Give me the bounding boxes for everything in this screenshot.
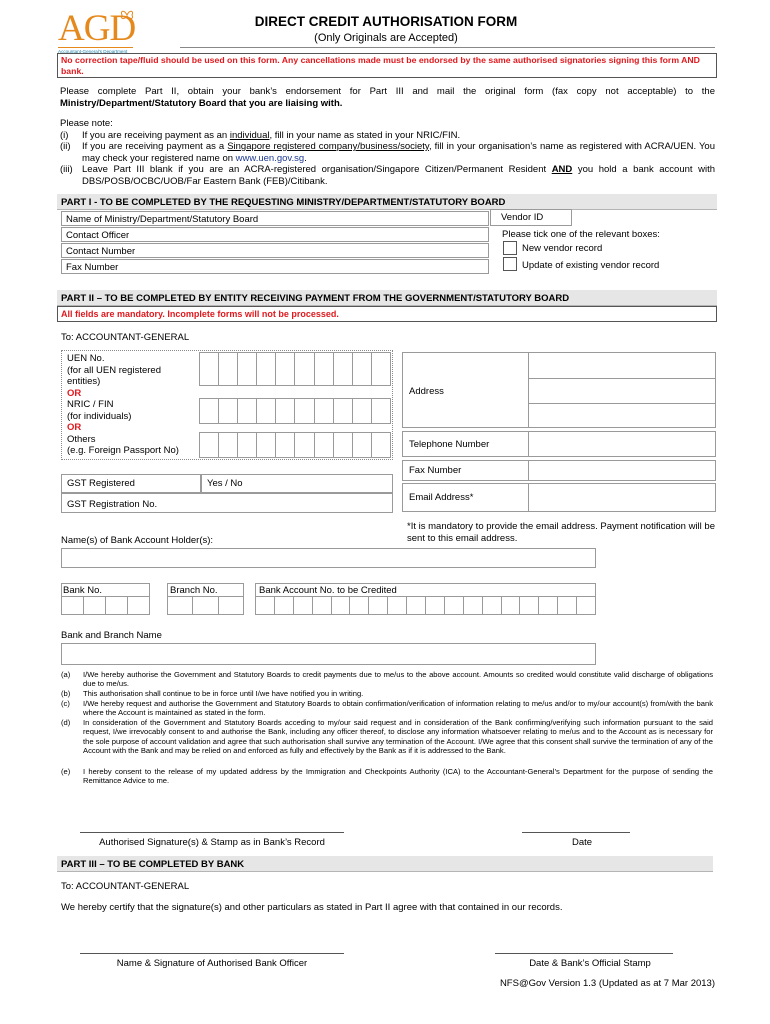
- logo-subtitle: Accountant-General's Department: [58, 49, 128, 54]
- bank-no-label: Bank No.: [63, 585, 106, 596]
- intro-pre: Please complete Part II, obtain your bank’s endorsement for Part III and mail the original form (fax copy not acceptable) to the: [60, 86, 715, 97]
- contact-number-label: Contact Number: [66, 246, 136, 257]
- or-label-1: OR: [67, 387, 82, 399]
- bank-stamp-label: Date & Bank’s Official Stamp: [529, 958, 651, 969]
- vendor-id-label: Vendor ID: [501, 212, 544, 223]
- mandatory-text: All fields are mandatory. Incomplete forms will not be processed.: [61, 309, 339, 319]
- note-i-underline: individual: [229, 130, 270, 141]
- title-rule: [180, 47, 715, 48]
- gst-reg-no-label: GST Registration No.: [67, 499, 158, 510]
- gst-yes-no-label: Yes / No: [207, 478, 243, 489]
- email-field[interactable]: [402, 483, 716, 512]
- note-ii-text: If you are receiving payment as a: [82, 141, 228, 152]
- note-i-text: If you are receiving payment as an: [82, 130, 230, 141]
- bank-stamp-line[interactable]: [495, 953, 673, 954]
- declaration-d-key: (d): [61, 718, 71, 727]
- gst-reg-no-field[interactable]: [61, 493, 393, 513]
- others-label-l1: Others: [67, 433, 96, 445]
- contact-officer-field[interactable]: [61, 227, 489, 242]
- email-note: *It is mandatory to provide the email address. Payment notification will be sent to this email address.: [407, 521, 715, 544]
- declaration-e: [61, 767, 716, 787]
- note-ii-end: .: [304, 152, 307, 164]
- update-vendor-label: Update of existing vendor record: [522, 260, 660, 271]
- uen-label: [67, 353, 179, 457]
- warning-text: No correction tape/fluid should be used on this form. Any cancellations made must be endorsed by the same authorised signatories signing this form AND bank.: [61, 55, 700, 76]
- declaration-c-key: (c): [61, 699, 70, 708]
- footer-version: NFS@Gov Version 1.3 (Updated as at 7 Mar 2013): [499, 978, 715, 989]
- logo-text: AGD: [58, 8, 136, 49]
- declaration-e-key: (e): [61, 767, 71, 776]
- part2-header-text: PART II – TO BE COMPLETED BY ENTITY RECEIVING PAYMENT FROM THE GOVERNMENT/STATUTORY BOARD: [61, 293, 570, 304]
- note-i-label: (i): [60, 130, 69, 141]
- declaration-c-text: I/We hereby request and authorise the Government and Statutory Boards to obtain confirmation/verification of information relating to me/us and/or to my/our account(s) from/with the bank where the Account is maintained as stated in the form.: [83, 699, 713, 718]
- uen-label-l3: entities): [67, 376, 101, 387]
- account-no-cells[interactable]: [255, 583, 596, 615]
- part2-header: [57, 290, 717, 306]
- declaration-b-key: (b): [61, 689, 71, 698]
- bank-branch-name-input[interactable]: [61, 643, 596, 665]
- holders-input[interactable]: [61, 548, 596, 568]
- declaration-c: [61, 699, 716, 719]
- fax-number-label: Fax Number: [66, 262, 119, 273]
- intro-bold: Ministry/Department/Statutory Board that you are liaising with.: [60, 98, 343, 109]
- agd-logo: [58, 10, 178, 54]
- part3-certify: We hereby certify that the signature(s) and other particulars as stated in Part II agree with that contained in our records.: [61, 902, 563, 913]
- others-number-cells[interactable]: [199, 432, 391, 458]
- declaration-a: [61, 670, 716, 690]
- note-ii-underline: Singapore registered company/business/society: [227, 141, 429, 152]
- uen-label-l1: UEN No.: [67, 353, 105, 364]
- new-vendor-label: New vendor record: [522, 243, 603, 254]
- declaration-a-text: I/We hereby authorise the Government and Statutory Boards to credit payments due to me/us to the above account. Amounts so credited would constitute valid discharge of obligations due to me/us.: [83, 670, 713, 689]
- date-label: Date: [571, 837, 593, 848]
- telephone-field[interactable]: [402, 431, 716, 457]
- declaration-d-text: In consideration of the Government and Statutory Boards acceding to my/our said request and in consideration of the Bank confirming/verifying such information pursuant to the said request, I/we irrevocably consent to and authorise the Bank, including any officer thereof, to disclose any information whatsoever relating to me/us and to the Account as is necessary for the sole purpose of account validation and agree that such authorisation shall survive any termination of the Account. I/We agree that this consent shall survive the termination of any of the Account with the Bank and may be relied on and enforced as fully and effectively by the Bank as if it is addressed to the Bank.: [83, 718, 713, 756]
- part3-to: To: ACCOUNTANT-GENERAL: [61, 881, 190, 892]
- part3-header: [57, 856, 713, 872]
- ministry-name-label: Name of Ministry/Department/Statutory Board: [66, 214, 259, 225]
- signature-label: Authorised Signature(s) & Stamp as in Bank’s Record: [99, 837, 325, 848]
- fax-number-field[interactable]: [61, 259, 489, 274]
- address-field[interactable]: [402, 352, 716, 428]
- date-line[interactable]: [522, 832, 630, 833]
- notes-heading: Please note:: [60, 118, 113, 129]
- fax-field[interactable]: [402, 460, 716, 481]
- contact-number-field[interactable]: [61, 243, 489, 258]
- butterfly-icon: [120, 8, 134, 22]
- gst-registered-field[interactable]: [61, 474, 201, 493]
- or-label-2: OR: [67, 422, 82, 433]
- nric-label-l1: NRIC / FIN: [67, 399, 114, 410]
- note-iii-bold: AND: [551, 164, 573, 175]
- bank-branch-name-label: Bank and Branch Name: [61, 630, 162, 641]
- gst-yes-no-field[interactable]: [201, 474, 393, 493]
- telephone-label: Telephone Number: [409, 439, 490, 450]
- part2-to: To: ACCOUNTANT-GENERAL: [61, 332, 190, 343]
- ministry-name-field[interactable]: [61, 211, 489, 226]
- bank-officer-line[interactable]: [80, 953, 344, 954]
- form-subtitle: (Only Originals are Accepted): [314, 32, 458, 44]
- others-label-l2: (e.g. Foreign Passport No): [67, 445, 179, 456]
- account-no-label: Bank Account No. to be Credited: [259, 585, 401, 596]
- declaration-a-key: (a): [61, 670, 71, 679]
- uen-number-cells[interactable]: [199, 352, 391, 386]
- form-title: DIRECT CREDIT AUTHORISATION FORM: [254, 14, 518, 29]
- email-label: Email Address*: [409, 492, 474, 503]
- holders-label: Name(s) of Bank Account Holder(s):: [61, 535, 214, 546]
- contact-officer-label: Contact Officer: [66, 230, 130, 241]
- part1-header-text: PART I - TO BE COMPLETED BY THE REQUESTING MINISTRY/DEPARTMENT/STATUTORY BOARD: [61, 197, 506, 208]
- signature-line[interactable]: [80, 832, 344, 833]
- note-iii-label: (iii): [60, 164, 73, 175]
- nric-label-l2: (for individuals): [67, 410, 132, 422]
- vendor-id-field[interactable]: [490, 209, 572, 226]
- address-label: Address: [409, 386, 444, 397]
- warning-box: [57, 53, 717, 78]
- branch-no-label: Branch No.: [170, 585, 222, 596]
- uen-label-l2: (for all UEN registered: [67, 364, 161, 376]
- intro-text: [60, 86, 715, 110]
- fax-label: Fax Number: [409, 465, 462, 476]
- note-iii-post: you hold a bank account with DBS/POSB/OCBC/UOB/Far Eastern Bank (FEB)/Citibank.: [82, 164, 715, 187]
- note-i-post: , fill in your name as stated in your NRIC/FIN.: [269, 130, 461, 141]
- bank-no-cells[interactable]: [61, 583, 150, 615]
- gst-registered-label: GST Registered: [67, 478, 135, 489]
- bank-officer-label: Name & Signature of Authorised Bank Officer: [116, 958, 308, 969]
- part1-header: [57, 194, 717, 210]
- part3-header-text: PART III – TO BE COMPLETED BY BANK: [61, 859, 245, 870]
- new-vendor-checkbox[interactable]: [503, 241, 517, 255]
- declaration-d: [61, 718, 716, 768]
- tick-prompt: Please tick one of the relevant boxes:: [502, 229, 660, 240]
- note-ii-label: (ii): [60, 141, 71, 152]
- note-ii-post: , fill in your organisation’s name as registered with ACRA/UEN. You may check your registered name on: [82, 141, 715, 164]
- note-iii-text: Leave Part III blank if you are an ACRA-registered organisation/Singapore Citizen/Permanent Resident: [82, 164, 552, 175]
- update-vendor-checkbox[interactable]: [503, 257, 517, 271]
- uen-website-link[interactable]: www.uen.gov.sg: [235, 152, 305, 164]
- declaration-b-text: This authorisation shall continue to be in force until I/we have notified you in writing.: [83, 689, 364, 698]
- branch-no-cells[interactable]: [167, 583, 244, 615]
- declaration-e-text: I hereby consent to the release of my updated address by the Immigration and Checkpoints Authority (ICA) to the Accountant-General’s Department for the purpose of sending the Remittance Advice to me.: [83, 767, 713, 786]
- nric-fin-cells[interactable]: [199, 398, 391, 424]
- mandatory-box: [57, 306, 717, 322]
- declaration-b: [61, 689, 716, 699]
- logo-rule: [58, 47, 133, 48]
